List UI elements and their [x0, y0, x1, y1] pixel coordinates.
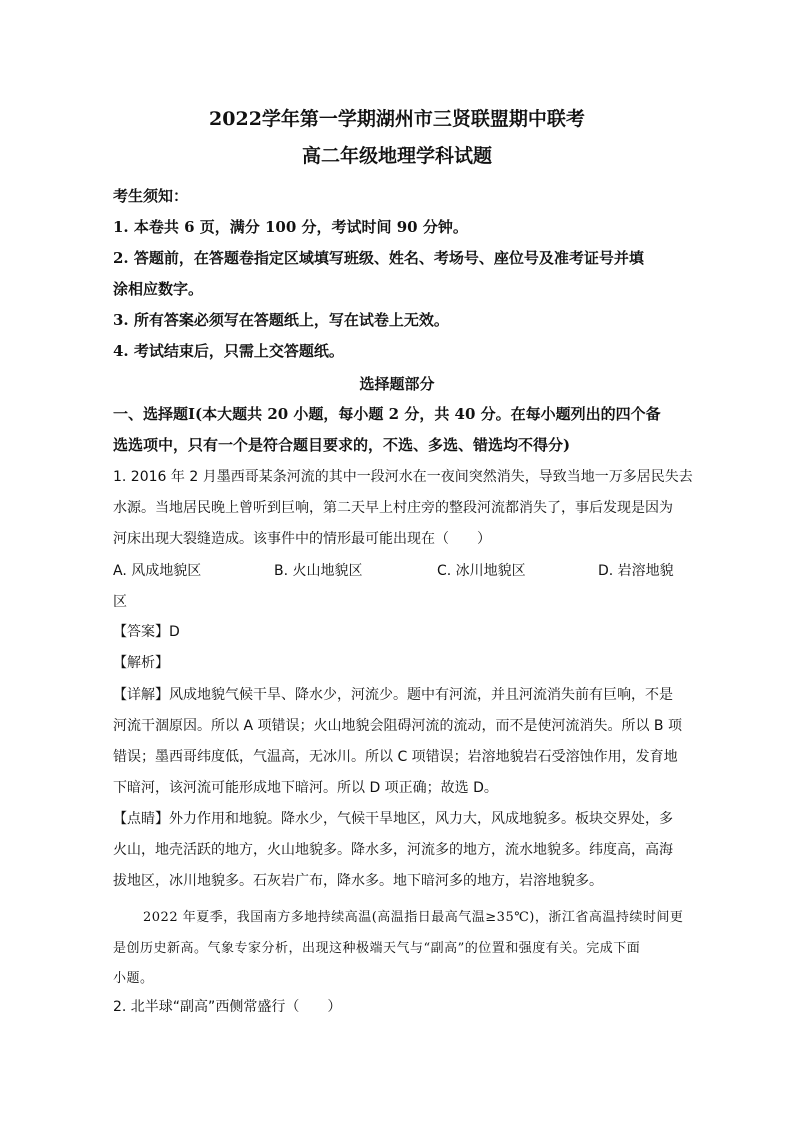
question1-answer: 【答案】D [113, 624, 180, 640]
section-title: 选择题部分 [359, 375, 435, 393]
question1-tip: 拔地区，冰川地貌多。石灰岩广布，降水多。地下暗河多的地方，岩溶地貌多。 [113, 873, 603, 889]
question1-option-b: B. 火山地貌区 [274, 563, 363, 579]
question1-detail: 错误；墨西哥纬度低，气温高，无冰川。所以 C 项错误；岩溶地貌岩石受溶蚀作用，发育地 [113, 749, 678, 765]
instruction-item: 4. 考试结束后，只需上交答题纸。 [113, 342, 344, 360]
question2-stem: 2. 北半球“副高”西侧常盛行（ ） [113, 999, 342, 1015]
instructions-heading: 考生须知： [113, 187, 189, 205]
instruction-item: 2. 答题前，在答题卷指定区域填写班级、姓名、考场号、座位号及准考证号并填 [113, 249, 644, 267]
passage-text: 是创历史新高。气象专家分析，出现这种极端天气与“副高”的位置和强度有关。完成下面 [113, 941, 641, 956]
exam-title: 2022学年第一学期湖州市三贤联盟期中联考 [209, 108, 585, 130]
exam-subtitle: 高二年级地理学科试题 [301, 145, 492, 167]
question1-option-a: A. 风成地貌区 [113, 563, 202, 579]
instruction-item: 1. 本卷共 6 页，满分 100 分，考试时间 90 分钟。 [113, 218, 468, 236]
question1-stem: 河床出现大裂缝造成。该事件中的情形最可能出现在（ ） [113, 531, 491, 547]
passage-text: 2022 年夏季，我国南方多地持续高温(高温指日最高气温≥35℃)，浙江省高温持续时间更 [143, 910, 684, 925]
question1-option-c: C. 冰川地貌区 [437, 563, 526, 579]
question1-tip: 火山，地壳活跃的地方，火山地貌多。降水多，河流多的地方，流水地貌多。纬度高，高海 [113, 842, 673, 858]
question1-tip: 【点睛】外力作用和地貌。降水少，气候干旱地区，风力大，风成地貌多。板块交界处，多 [113, 811, 673, 827]
passage-text: 小题。 [113, 971, 154, 986]
question1-option-d: D. 岩溶地貌 [598, 563, 674, 579]
instruction-item: 3. 所有答案必须写在答题纸上，写在试卷上无效。 [113, 311, 449, 329]
question1-detail: 河流干涸原因。所以 A 项错误；火山地貌会阻碍河流的流动，而不是使河流消失。所以 B 项 [113, 718, 682, 734]
question1-stem: 1. 2016 年 2 月墨西哥某条河流的其中一段河水在一夜间突然消失，导致当地一万多居民失去 [113, 469, 693, 485]
part-heading: 一、选择题Ⅰ(本大题共 20 小题，每小题 2 分，共 40 分。在每小题列出的四个备 [113, 405, 661, 423]
question1-option-d-wrap: 区 [113, 594, 127, 610]
instruction-item-continued: 涂相应数字。 [113, 280, 204, 298]
question1-stem: 水源。当地居民晚上曾听到巨响，第二天早上村庄旁的整段河流都消失了，事后发现是因为 [113, 500, 673, 516]
question1-detail: 【详解】风成地貌气候干旱、降水少，河流少。题中有河流，并且河流消失前有巨响，不是 [113, 687, 673, 703]
question1-analysis-label: 【解析】 [113, 655, 169, 671]
question1-detail: 下暗河，该河流可能形成地下暗河。所以 D 项正确；故选 D。 [113, 780, 498, 796]
part-heading-continued: 选选项中，只有一个是符合题目要求的，不选、多选、错选均不得分) [113, 436, 571, 454]
